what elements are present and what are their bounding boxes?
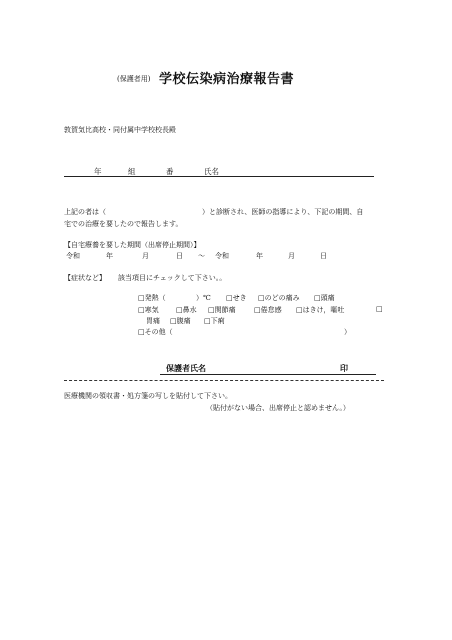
runny-nose-checkbox[interactable]: □鼻水 (176, 306, 197, 314)
other-checkbox[interactable]: □その他（ (138, 328, 173, 336)
body-line1-b: ）と診断され、医師の指導により、下記の期間、自 (202, 208, 364, 216)
guardian-underline (160, 374, 376, 375)
headache-checkbox[interactable]: □頭痛 (314, 294, 335, 302)
period-year1: 年 (106, 252, 113, 260)
joint-pain-checkbox[interactable]: □関節痛 (208, 306, 236, 314)
fever-unit: ）℃ (196, 294, 211, 302)
abdominal-checkbox[interactable]: □腹痛 (170, 317, 191, 325)
year-label: 年 (94, 167, 102, 176)
period-heading: 【自宅療養を要した期間（出席停止期間）】 (64, 241, 201, 249)
period-era1: 令和 (66, 252, 80, 260)
throat-checkbox[interactable]: □のどの痛み (258, 294, 300, 302)
symptoms-heading: 【症状など】 (64, 274, 106, 282)
period-era2: 令和 (215, 252, 229, 260)
chill-checkbox[interactable]: □寒気 (138, 306, 159, 314)
number-label: 番 (166, 167, 174, 176)
period-tilde: 〜 (198, 252, 205, 260)
other-close: ） (344, 328, 351, 336)
nausea-checkbox[interactable]: □はきけ，嘔吐 (296, 306, 345, 314)
extra-checkbox[interactable]: □ (376, 305, 383, 313)
name-underline (64, 176, 374, 177)
symptoms-instruction: 該当項目にチェックして下さい。。 (118, 274, 227, 282)
body-line1-a: 上記の者は（ (64, 208, 106, 216)
guardian-label: 保護者氏名 (166, 363, 206, 373)
period-day2: 日 (320, 252, 327, 260)
name-label: 氏名 (204, 167, 219, 176)
class-label: 組 (128, 167, 136, 176)
addressee: 敦賀気比高校・同付属中学校校長殿 (64, 126, 176, 134)
cut-line (64, 380, 384, 381)
title-note: (保護者用) (117, 75, 151, 83)
footer-line1: 医療機関の領収書・処方箋の写しを貼付して下さい。 (64, 392, 232, 400)
period-year2: 年 (256, 252, 263, 260)
period-month2: 月 (288, 252, 295, 260)
fatigue-checkbox[interactable]: □倦怠感 (254, 306, 282, 314)
footer-line2: （貼付がない場合、出席停止と認めません。） (206, 404, 350, 412)
body-line2: 宅での治療を要したので報告します。 (64, 220, 183, 228)
stomach-label: 胃痛 (146, 317, 160, 325)
cough-checkbox[interactable]: □せき (226, 294, 247, 302)
period-day1: 日 (176, 252, 183, 260)
diarrhea-checkbox[interactable]: □下痢 (204, 317, 225, 325)
fever-checkbox[interactable]: □発熱（ (138, 294, 166, 302)
page-title: 学校伝染病治療報告書 (159, 72, 295, 87)
seal-mark: 印 (340, 363, 348, 373)
period-month1: 月 (142, 252, 149, 260)
